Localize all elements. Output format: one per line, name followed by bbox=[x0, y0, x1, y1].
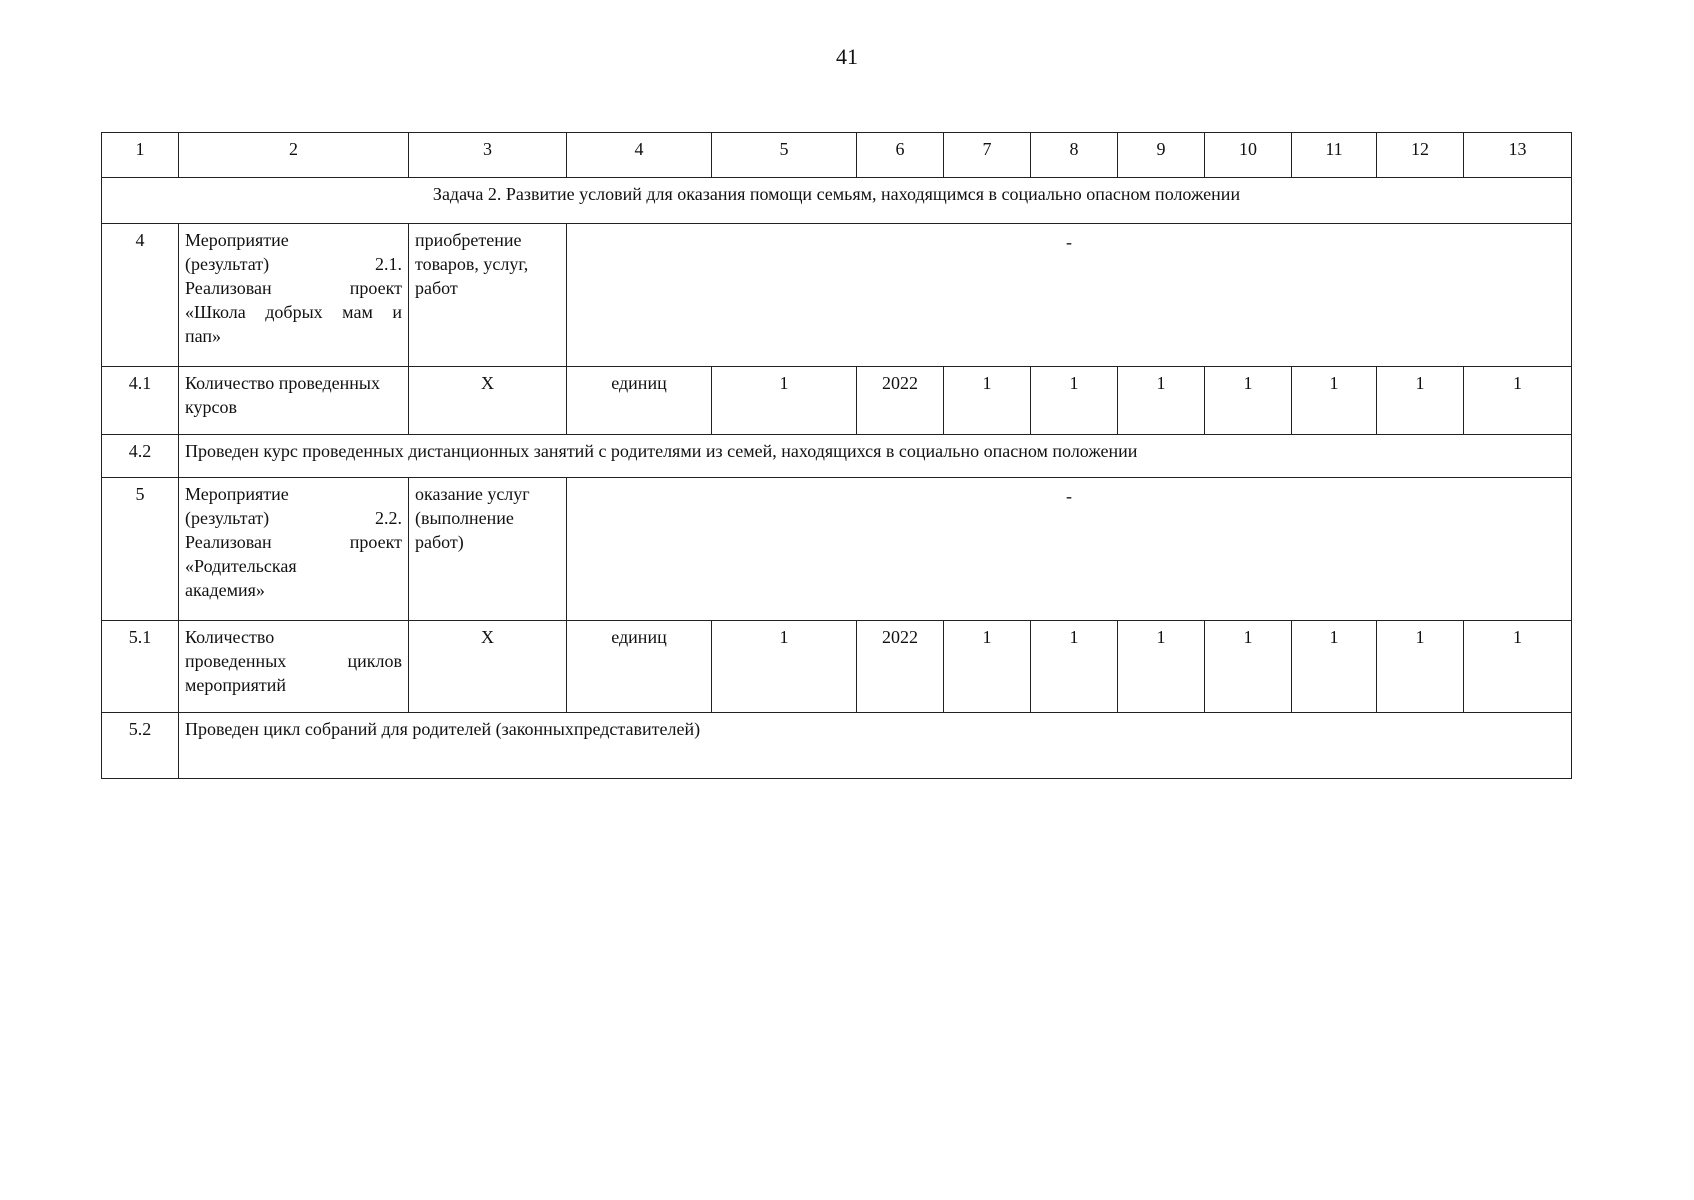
activity-name-line: «Школа добрых мам и bbox=[185, 302, 402, 322]
header-cell: 5 bbox=[712, 133, 857, 178]
indicator-name-line: Количество bbox=[185, 627, 275, 647]
activity-name-line bbox=[185, 506, 402, 530]
indicator-cell: 1 bbox=[1118, 621, 1205, 713]
header-cell: 9 bbox=[1118, 133, 1205, 178]
indicator-year: 2022 bbox=[857, 367, 944, 435]
activity-type: приобретение товаров, услуг, работ bbox=[409, 224, 567, 367]
indicator-year: 2022 bbox=[857, 621, 944, 713]
activity-empty-cell bbox=[567, 224, 1572, 367]
task-title: Задача 2. Развитие условий для оказания помощи семьям, находящимся в социально опасном положении bbox=[102, 178, 1572, 224]
activity-name-word: проект bbox=[349, 532, 402, 552]
activity-name-line bbox=[185, 530, 402, 554]
indicator-name-word: проведенных bbox=[185, 651, 287, 671]
header-cell: 8 bbox=[1031, 133, 1118, 178]
indicator-cell: 1 bbox=[1292, 367, 1377, 435]
indicator-unit: единиц bbox=[567, 621, 712, 713]
indicator-name-word: циклов bbox=[347, 651, 402, 671]
activity-type: оказание услуг (выполнение работ) bbox=[409, 478, 567, 621]
header-cell: 13 bbox=[1464, 133, 1572, 178]
header-cell: 7 bbox=[944, 133, 1031, 178]
indicator-cell: 1 bbox=[1377, 367, 1464, 435]
result-text: Проведен цикл собраний для родителей (законныхпредставителей) bbox=[179, 713, 1572, 779]
dash-mark: - bbox=[1066, 486, 1072, 506]
indicator-cell: X bbox=[409, 621, 567, 713]
header-cell: 1 bbox=[102, 133, 179, 178]
dash-mark: - bbox=[1066, 232, 1072, 252]
activity-name-word: 2.1. bbox=[375, 254, 402, 274]
activity-row-5 bbox=[102, 478, 1572, 621]
indicator-cell: 1 bbox=[712, 367, 857, 435]
indicator-cell: 1 bbox=[1031, 367, 1118, 435]
indicator-row-5-1 bbox=[102, 621, 1572, 713]
row-number: 4.1 bbox=[102, 367, 179, 435]
program-table bbox=[101, 132, 1572, 779]
activity-name-word: Реализован bbox=[185, 532, 272, 552]
indicator-name bbox=[179, 621, 409, 713]
activity-name-line: Мероприятие bbox=[185, 230, 289, 250]
result-row-4-2 bbox=[102, 435, 1572, 478]
row-number: 5 bbox=[102, 478, 179, 621]
indicator-cell: 1 bbox=[1031, 621, 1118, 713]
indicator-cell: 1 bbox=[1464, 367, 1572, 435]
indicator-unit: единиц bbox=[567, 367, 712, 435]
task-row bbox=[102, 178, 1572, 224]
indicator-cell: 1 bbox=[1205, 621, 1292, 713]
page-number: 41 bbox=[836, 44, 858, 69]
activity-name-word: (результат) bbox=[185, 508, 270, 528]
indicator-row-4-1 bbox=[102, 367, 1572, 435]
activity-row-4 bbox=[102, 224, 1572, 367]
indicator-cell: 1 bbox=[1464, 621, 1572, 713]
row-number: 5.2 bbox=[102, 713, 179, 779]
row-number: 4 bbox=[102, 224, 179, 367]
activity-name-line bbox=[185, 252, 402, 276]
header-cell: 12 bbox=[1377, 133, 1464, 178]
activity-name-line: «Родительская bbox=[185, 556, 297, 576]
activity-name bbox=[179, 224, 409, 367]
result-row-5-2 bbox=[102, 713, 1572, 779]
header-cell: 3 bbox=[409, 133, 567, 178]
indicator-name-line: мероприятий bbox=[185, 675, 287, 695]
row-number: 4.2 bbox=[102, 435, 179, 478]
header-cell: 2 bbox=[179, 133, 409, 178]
row-number: 5.1 bbox=[102, 621, 179, 713]
header-row bbox=[102, 133, 1572, 178]
activity-name-line: Мероприятие bbox=[185, 484, 289, 504]
activity-name-word: (результат) bbox=[185, 254, 270, 274]
activity-name-word: Реализован bbox=[185, 278, 272, 298]
header-cell: 4 bbox=[567, 133, 712, 178]
activity-name-line bbox=[185, 276, 402, 300]
result-text: Проведен курс проведенных дистанционных занятий с родителями из семей, находящихся в социально опасном положении bbox=[179, 435, 1572, 478]
indicator-cell: 1 bbox=[944, 367, 1031, 435]
indicator-cell: 1 bbox=[944, 621, 1031, 713]
activity-name-line: академия» bbox=[185, 580, 265, 600]
activity-name-word: 2.2. bbox=[375, 508, 402, 528]
activity-name-word: проект bbox=[349, 278, 402, 298]
indicator-cell: 1 bbox=[712, 621, 857, 713]
indicator-cell: X bbox=[409, 367, 567, 435]
header-cell: 6 bbox=[857, 133, 944, 178]
activity-name bbox=[179, 478, 409, 621]
indicator-name: Количество проведенных курсов bbox=[179, 367, 409, 435]
activity-name-line: пап» bbox=[185, 326, 222, 346]
indicator-cell: 1 bbox=[1205, 367, 1292, 435]
indicator-cell: 1 bbox=[1377, 621, 1464, 713]
header-cell: 10 bbox=[1205, 133, 1292, 178]
indicator-cell: 1 bbox=[1292, 621, 1377, 713]
header-cell: 11 bbox=[1292, 133, 1377, 178]
indicator-name-line bbox=[185, 649, 402, 673]
indicator-cell: 1 bbox=[1118, 367, 1205, 435]
activity-empty-cell bbox=[567, 478, 1572, 621]
